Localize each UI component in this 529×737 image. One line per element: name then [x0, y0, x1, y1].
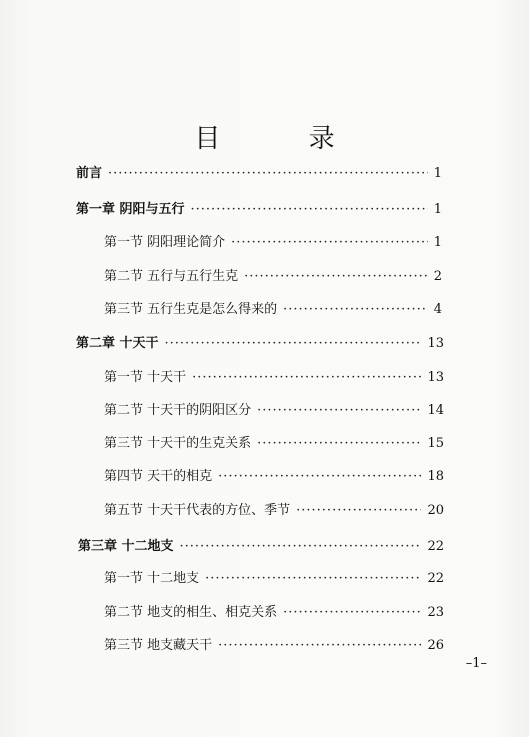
toc-entry-section[interactable] — [104, 231, 442, 251]
dot-leader — [231, 235, 428, 250]
toc-entry-label: 第四节 天干的相克 — [104, 469, 213, 484]
dot-leader — [218, 469, 421, 484]
page-title: 目 录 — [194, 124, 375, 154]
toc-entry-section[interactable] — [104, 634, 444, 654]
toc-entry-page: 20 — [427, 503, 444, 518]
dot-leader — [192, 370, 421, 385]
toc-entry-chapter-3[interactable] — [78, 535, 444, 555]
toc-entry-label: 第一节 阴阳理论简介 — [104, 235, 226, 250]
toc-entry-page: 13 — [427, 336, 444, 351]
toc-entry-label: 第三节 地支藏天干 — [104, 638, 213, 653]
dot-leader — [283, 302, 428, 317]
toc-entry-label: 第一节 十天干 — [104, 370, 187, 385]
dot-leader — [257, 436, 421, 451]
toc-entry-label: 第二节 五行与五行生克 — [104, 269, 239, 284]
dot-leader — [191, 202, 428, 217]
toc-entry-section[interactable] — [104, 465, 444, 485]
toc-entry-section[interactable] — [104, 601, 444, 621]
toc-entry-section[interactable] — [104, 399, 444, 419]
toc-entry-page: 14 — [427, 403, 444, 418]
toc-entry-chapter-1[interactable] — [76, 198, 442, 218]
toc-entry-page: 22 — [427, 539, 444, 554]
toc-entry-label: 前言 — [76, 166, 103, 181]
page-number: –1– — [465, 656, 487, 671]
toc-entry-section[interactable] — [104, 298, 442, 318]
toc-entry-page: 15 — [427, 436, 444, 451]
dot-leader — [108, 166, 428, 181]
dot-leader — [257, 403, 421, 418]
toc-entry-page: 1 — [433, 202, 442, 217]
toc-entry-section[interactable] — [104, 366, 444, 386]
toc-entry-label: 第三章 十二地支 — [78, 539, 174, 554]
toc-entry-page: 26 — [427, 638, 444, 653]
toc-entry-preface[interactable] — [76, 162, 442, 182]
dot-leader — [296, 503, 421, 518]
toc-entry-label: 第一节 十二地支 — [104, 571, 200, 586]
toc-entry-label: 第五节 十天干代表的方位、季节 — [104, 503, 291, 518]
toc-entry-page: 1 — [433, 166, 442, 181]
dot-leader — [244, 269, 428, 284]
dot-leader — [165, 336, 422, 351]
dot-leader — [283, 605, 421, 620]
dot-leader — [180, 539, 422, 554]
toc-entry-page: 13 — [427, 370, 444, 385]
toc-entry-label: 第三节 十天干的生克关系 — [104, 436, 252, 451]
toc-entry-section[interactable] — [104, 499, 444, 519]
dot-leader — [218, 638, 421, 653]
toc-entry-chapter-2[interactable] — [76, 332, 444, 352]
toc-entry-section[interactable] — [104, 567, 444, 587]
toc-entry-section[interactable] — [104, 432, 444, 452]
toc-entry-label: 第三节 五行生克是怎么得来的 — [104, 302, 278, 317]
toc-entry-page: 22 — [427, 571, 444, 586]
toc-entry-label: 第二节 地支的相生、相克关系 — [104, 605, 278, 620]
toc-entry-section[interactable] — [104, 265, 442, 285]
toc-entry-page: 2 — [433, 269, 442, 284]
dot-leader — [205, 571, 421, 586]
toc-entry-label: 第二章 十天干 — [76, 336, 159, 351]
toc-entry-label: 第一章 阴阳与五行 — [76, 202, 185, 217]
toc-entry-page: 18 — [427, 469, 444, 484]
toc-entry-page: 23 — [427, 605, 444, 620]
toc-entry-page: 1 — [433, 235, 442, 250]
toc-entry-label: 第二节 十天干的阴阳区分 — [104, 403, 252, 418]
toc-entry-page: 4 — [433, 302, 442, 317]
